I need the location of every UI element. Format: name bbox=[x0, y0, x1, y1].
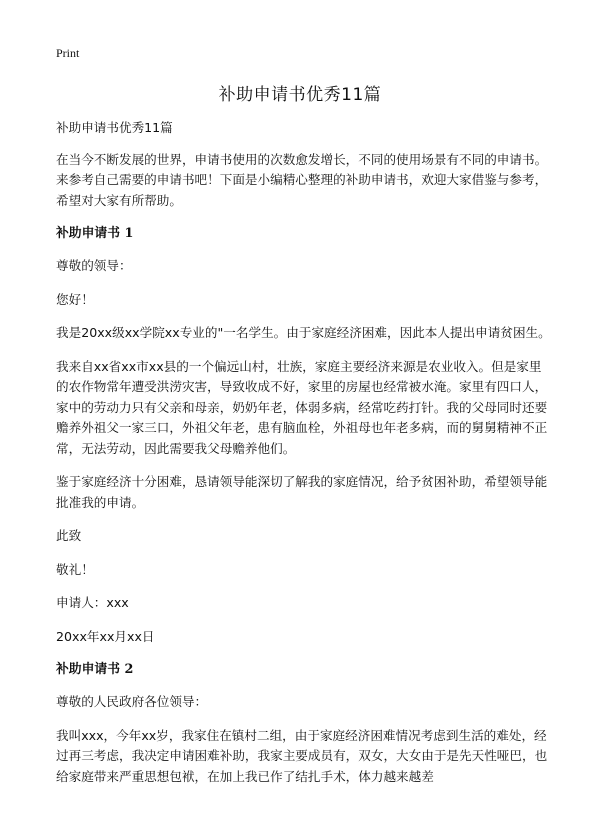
section-1-closing-2: 敬礼！ bbox=[56, 561, 94, 577]
document-body bbox=[56, 118, 552, 800]
section-1-paragraph-3: 鉴于家庭经济十分困难，恳请领导能深切了解我的家庭情况，给予贫困补助，希望领导能批准我的申请。 bbox=[56, 474, 548, 510]
intro-paragraph: 在当今不断发展的世界，申请书使用的次数愈发增长，不同的使用场景有不同的申请书。来参考自己需要的申请书吧！下面是小编精心整理的补助申请书，欢迎大家借鉴与参考，希望对大家有所帮助。 bbox=[56, 151, 548, 208]
section-1-paragraph-1: 我是20xx级xx学院xx专业的"一名学生。由于家庭经济困难，因此本人提出申请贫困生。 bbox=[56, 325, 551, 340]
section-1-closing-1: 此致 bbox=[56, 528, 82, 543]
section-1-salutation: 尊敬的领导： bbox=[56, 258, 132, 273]
section-2-heading: 补助申请书 2 bbox=[56, 662, 134, 677]
section-2-salutation: 尊敬的人民政府各位领导： bbox=[56, 694, 208, 709]
section-2-paragraph-1: 我叫xxx，今年xx岁，我家住在镇村二组，由于家庭经济困难情况考虑到生活的难处，经过再三考虑，我决定申请困难补助，我家主要成员有，双女，大女由于是先天性哑巴，也给家庭带来严重思想包袱，在加上我已作了结扎手术，体力越来越差 bbox=[56, 727, 548, 784]
section-1-heading: 补助申请书 1 bbox=[56, 226, 134, 241]
section-1-paragraph-2: 我来自xx省xx市xx县的一个偏远山村，壮族，家庭主要经济来源是农业收入。但是家里的农作物常年遭受洪涝灾害，导致收成不好，家里的房屋也经常被水淹。家里有四口人，家中的劳动力只有父亲和母亲，奶奶年老，体弱多病，经常吃药打针。我的父母同时还要赡养外祖父一家三口，外祖父年老，患有脑血栓，外祖母也年老多病，而的舅舅精神不正常，无法劳动，因此需要我父母赡养他们。 bbox=[56, 358, 548, 456]
section-1-greeting: 您好！ bbox=[56, 291, 94, 307]
print-label: Print bbox=[56, 46, 80, 60]
section-1-date: 20xx年xx月xx日 bbox=[56, 628, 155, 644]
document-subtitle: 补助申请书优秀11篇 bbox=[56, 120, 173, 135]
document-title: 补助申请书优秀11篇 bbox=[218, 85, 382, 105]
section-1-applicant: 申请人：xxx bbox=[56, 595, 129, 610]
